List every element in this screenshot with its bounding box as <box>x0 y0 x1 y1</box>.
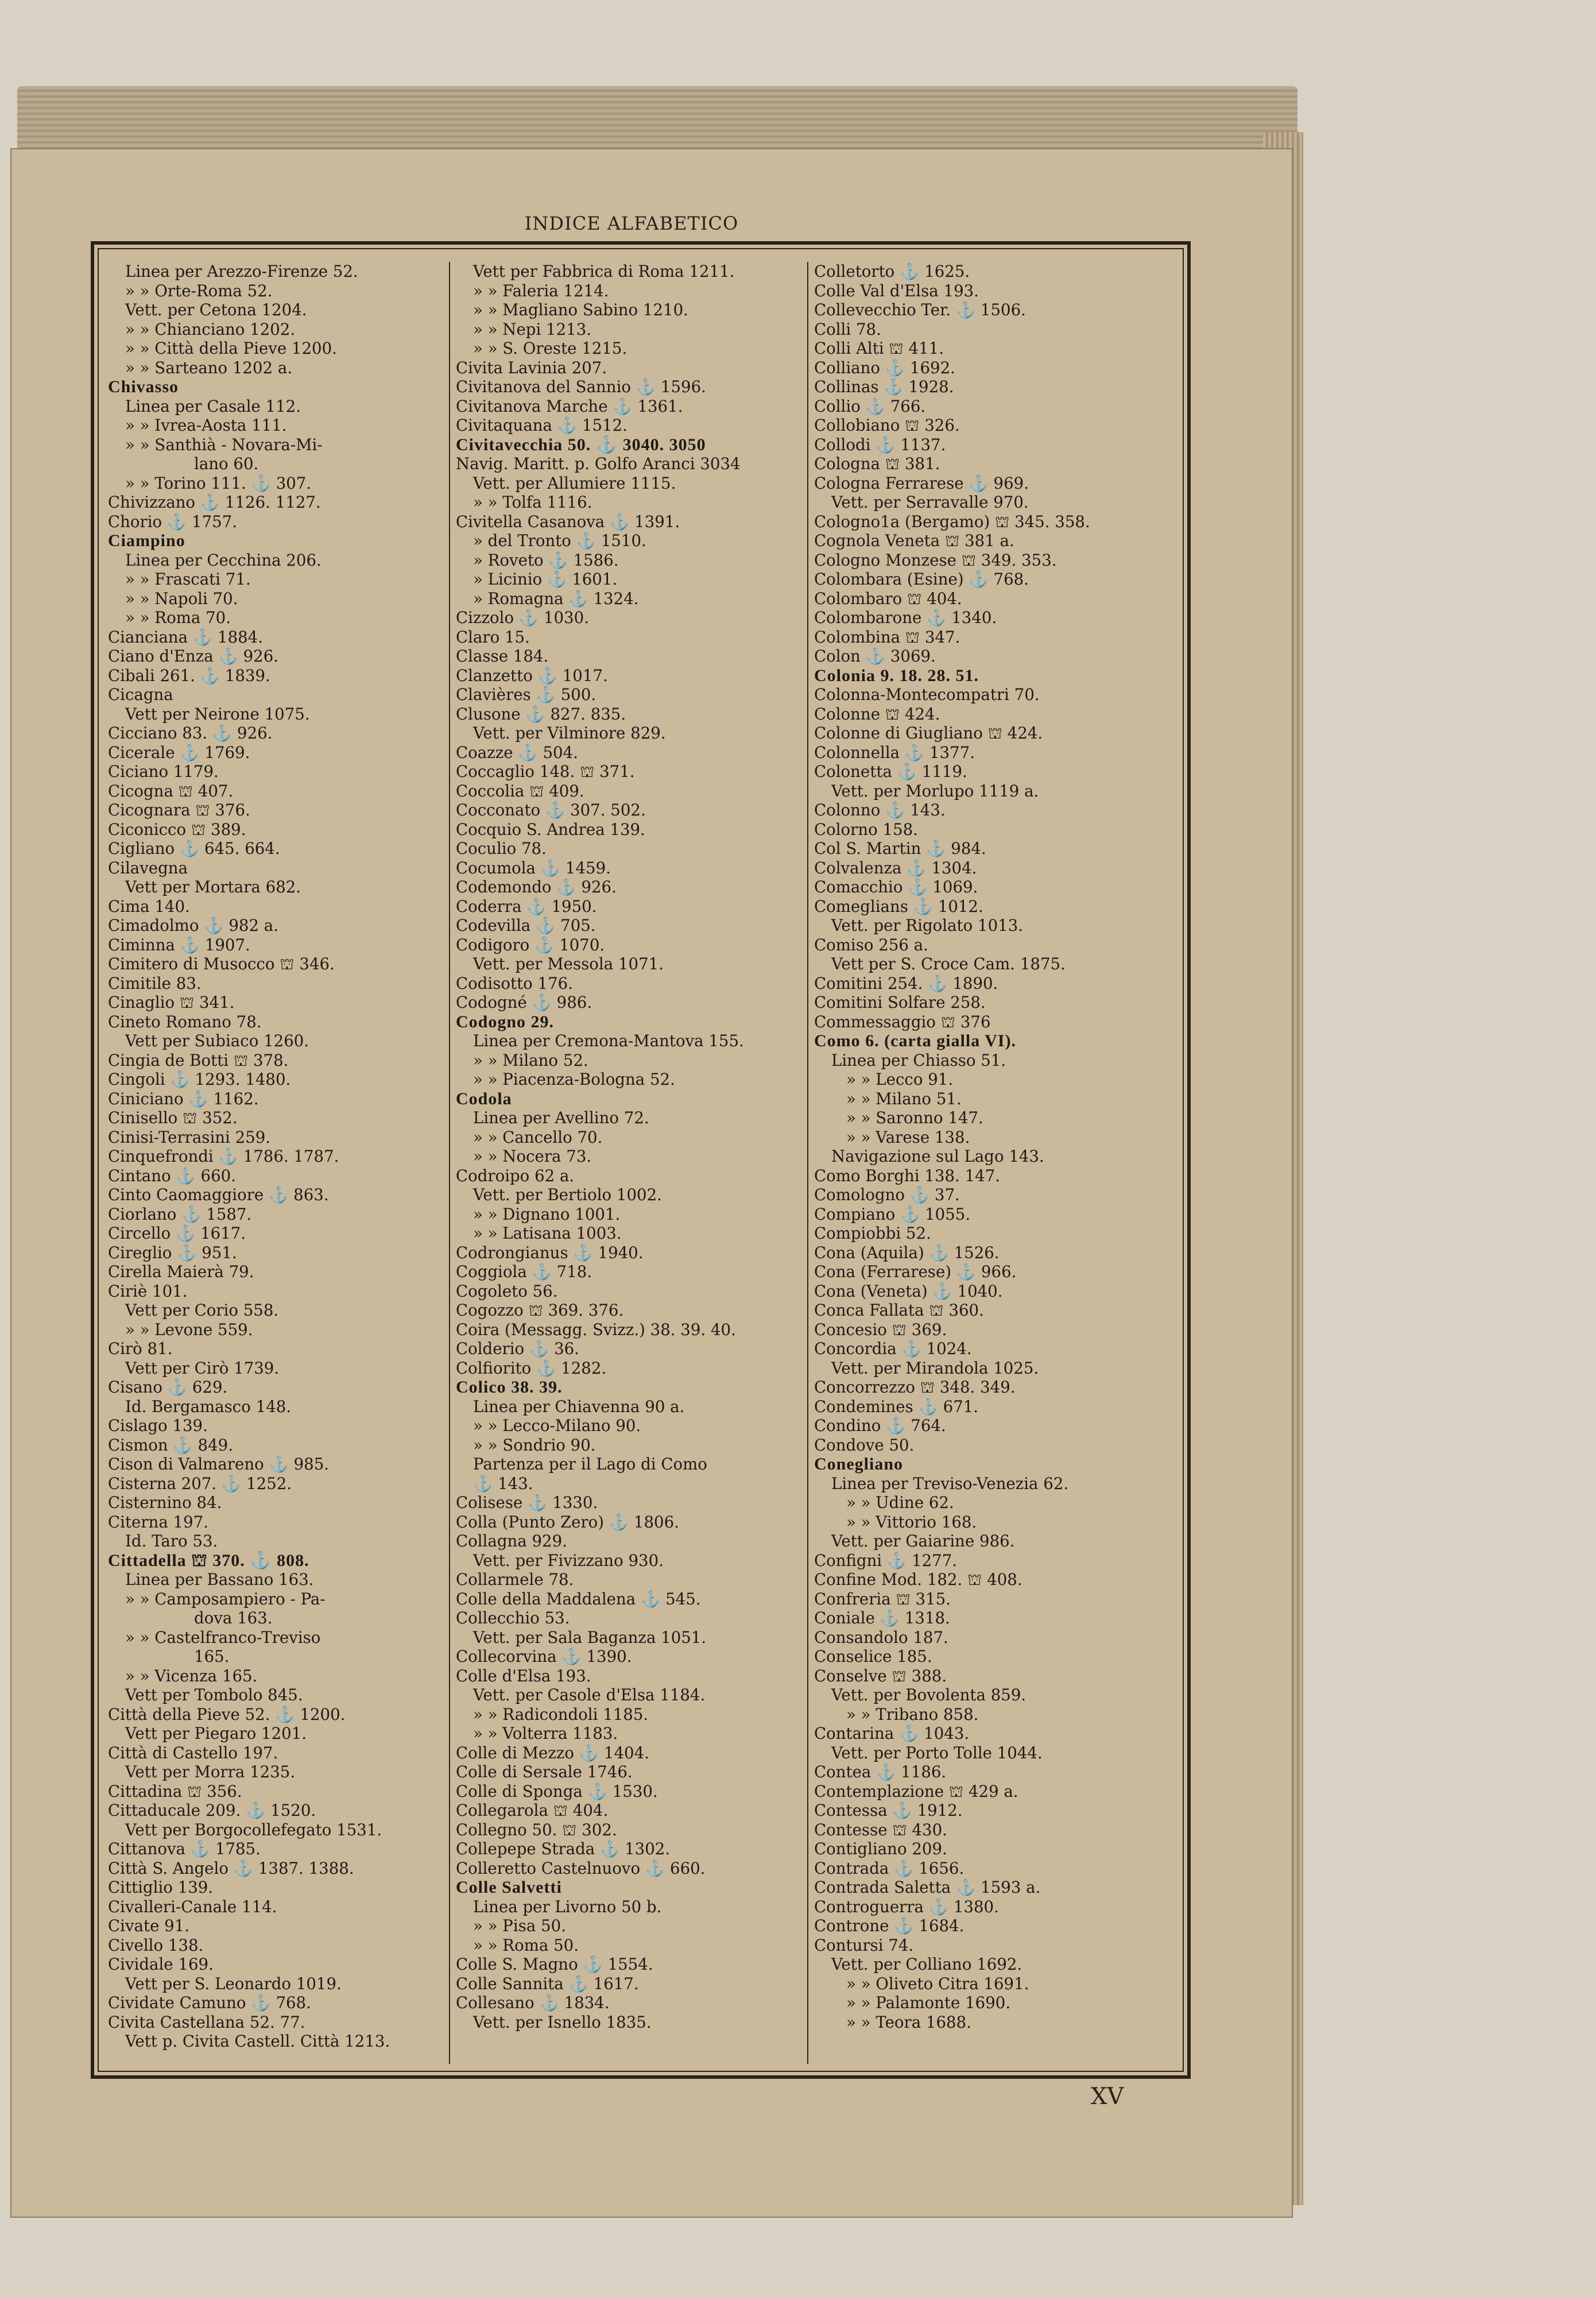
index-entry: Codrongianus ⚓ 1940. <box>456 1243 644 1262</box>
index-entry: Linea per Avellino 72. <box>473 1108 649 1127</box>
index-entry: » » Teora 1688. <box>846 2012 971 2032</box>
index-entry: Vett. per Gaiarine 986. <box>831 1532 1015 1550</box>
index-entry: » » Lecco 91. <box>846 1070 954 1089</box>
index-entry: Colon ⚓ 3069. <box>814 647 936 666</box>
index-entry: Comologno ⚓ 37. <box>814 1185 960 1204</box>
index-entry: Cimitile 83. <box>108 973 202 993</box>
index-entry: Linea per Cecchina 206. <box>125 550 321 570</box>
index-entry: Coira (Messagg. Svizz.) 38. 39. 40. <box>456 1320 736 1339</box>
index-entry: Civalleri-Canale 114. <box>108 1897 277 1916</box>
index-entry: Cibali 261. ⚓ 1839. <box>108 666 270 685</box>
index-entry: Configni ⚓ 1277. <box>814 1550 958 1570</box>
index-entry: Ciorlano ⚓ 1587. <box>108 1204 252 1224</box>
index-entry: Clanzetto ⚓ 1017. <box>456 666 608 685</box>
index-entry: Vett. per Mirandola 1025. <box>831 1358 1039 1378</box>
index-entry: Cittaducale 209. ⚓ 1520. <box>108 1801 316 1820</box>
index-entry: Colvalenza ⚓ 1304. <box>814 858 977 877</box>
index-entry: » » Nepi 1213. <box>473 319 592 339</box>
index-entry: Linea per Cremona-Mantova 155. <box>473 1031 744 1050</box>
index-entry: Cinisi-Terrasini 259. <box>108 1127 271 1147</box>
index-entry: » » Sarteano 1202 a. <box>125 358 293 377</box>
index-entry: Vett per Neirone 1075. <box>125 704 310 724</box>
index-entry: Vett per Cirò 1739. <box>125 1358 280 1378</box>
index-entry: Cirella Maierà 79. <box>108 1262 254 1281</box>
index-entry: Cologna ⛫ 381. <box>814 454 940 473</box>
index-entry: Contursi 74. <box>814 1935 914 1955</box>
index-entry: Cinaglio ⛫ 341. <box>108 993 235 1012</box>
index-entry: Città S. Angelo ⚓ 1387. 1388. <box>108 1858 354 1878</box>
index-entry: » Romagna ⚓ 1324. <box>473 589 639 608</box>
index-entry: Città di Castello 197. <box>108 1743 278 1762</box>
index-entry: Cintano ⚓ 660. <box>108 1166 236 1185</box>
index-entry: Ciconicco ⛫ 389. <box>108 819 246 839</box>
index-entry: Controne ⚓ 1684. <box>814 1916 964 1935</box>
index-entry: Colle d'Elsa 193. <box>456 1666 591 1685</box>
index-heading: Ciampino <box>108 531 185 550</box>
index-entry: Cittiglio 139. <box>108 1878 214 1897</box>
index-entry: » » Ivrea-Aosta 111. <box>125 416 287 435</box>
index-entry: Colonna-Montecompatri 70. <box>814 685 1040 704</box>
index-entry: » » Tolfa 1116. <box>473 493 592 512</box>
index-heading: Civitavecchia 50. ⚓ 3040. 3050 <box>456 435 706 454</box>
index-entry: Comacchio ⚓ 1069. <box>814 877 978 896</box>
index-entry: Clavières ⚓ 500. <box>456 685 596 704</box>
index-entry: Città della Pieve 52. ⚓ 1200. <box>108 1704 346 1724</box>
index-entry: Colombaro ⛫ 404. <box>814 589 962 608</box>
book-page <box>11 149 1292 2217</box>
index-entry: Codevilla ⚓ 705. <box>456 916 596 935</box>
index-entry: » » Volterra 1183. <box>473 1724 618 1743</box>
index-entry: Colonne di Giugliano ⛫ 424. <box>814 724 1043 743</box>
index-entry: » » Città della Pieve 1200. <box>125 339 337 358</box>
index-entry: Civate 91. <box>108 1916 190 1935</box>
index-entry: Collepepe Strada ⚓ 1302. <box>456 1839 671 1858</box>
index-entry: Civitaquana ⚓ 1512. <box>456 416 627 435</box>
index-entry: Collecchio 53. <box>456 1608 570 1627</box>
index-entry: Vett. per Isnello 1835. <box>473 2012 652 2032</box>
index-heading: Codola <box>456 1089 512 1108</box>
index-column-2 <box>456 262 800 2064</box>
index-entry: Collesano ⚓ 1834. <box>456 1993 610 2012</box>
index-entry: Linea per Casale 112. <box>125 396 301 416</box>
index-entry: Vett. per Serravalle 970. <box>831 493 1029 512</box>
index-entry: » » Roma 70. <box>125 608 231 627</box>
index-entry: Vett per Piegaro 1201. <box>125 1724 307 1743</box>
index-entry: Cocumola ⚓ 1459. <box>456 858 611 877</box>
index-entry: Colorno 158. <box>814 819 918 839</box>
index-heading: Colle Salvetti <box>456 1878 562 1897</box>
index-entry: » del Tronto ⚓ 1510. <box>473 531 646 550</box>
index-entry: Cona (Ferrarese) ⚓ 966. <box>814 1262 1017 1281</box>
index-entry: » » Torino 111. ⚓ 307. <box>125 473 312 493</box>
index-heading: Codogno 29. <box>456 1012 555 1031</box>
index-entry: Concordia ⚓ 1024. <box>814 1339 972 1358</box>
index-entry: Chorio ⚓ 1757. <box>108 512 238 531</box>
index-entry: Colonno ⚓ 143. <box>814 801 946 819</box>
index-entry: 165. <box>194 1647 230 1666</box>
index-entry: Colonetta ⚓ 1119. <box>814 762 967 781</box>
index-entry: Colli Alti ⛫ 411. <box>814 339 944 358</box>
index-entry: Collio ⚓ 766. <box>814 396 926 416</box>
index-entry: » » Radicondoli 1185. <box>473 1704 649 1724</box>
index-entry: Cineto Romano 78. <box>108 1012 262 1031</box>
index-entry: Linea per Livorno 50 b. <box>473 1897 662 1916</box>
index-entry: Linea per Chiavenna 90 a. <box>473 1397 685 1416</box>
index-entry: Cicogna ⛫ 407. <box>108 781 234 801</box>
index-entry: » » Tribano 858. <box>846 1704 979 1724</box>
index-entry: Cona (Aquila) ⚓ 1526. <box>814 1243 1000 1262</box>
index-entry: » » Piacenza-Bologna 52. <box>473 1070 675 1089</box>
index-entry: » » Vittorio 168. <box>846 1512 977 1532</box>
index-entry: Colleretto Castelnuovo ⚓ 660. <box>456 1858 706 1878</box>
index-entry: Vett. per Sala Baganza 1051. <box>473 1627 707 1647</box>
index-entry: » » Lecco-Milano 90. <box>473 1416 641 1435</box>
index-heading: Colico 38. 39. <box>456 1378 563 1397</box>
index-entry: » » Udine 62. <box>846 1493 954 1512</box>
index-entry: Contrada Saletta ⚓ 1593 a. <box>814 1878 1041 1897</box>
index-entry: Cividale 169. <box>108 1955 214 1974</box>
index-entry: Linea per Bassano 163. <box>125 1570 314 1589</box>
index-entry: Vett. per Casole d'Elsa 1184. <box>473 1685 706 1704</box>
index-entry: Cigliano ⚓ 645. 664. <box>108 839 280 858</box>
index-entry: » » Chianciano 1202. <box>125 319 296 339</box>
index-entry: Codroipo 62 a. <box>456 1166 575 1185</box>
index-entry: Col S. Martin ⚓ 984. <box>814 839 986 858</box>
index-entry: Cocconato ⚓ 307. 502. <box>456 801 646 819</box>
index-entry: Codemondo ⚓ 926. <box>456 877 617 896</box>
index-entry: Vett. per Cetona 1204. <box>125 300 307 319</box>
index-entry: Vett. per Messola 1071. <box>473 954 664 973</box>
index-entry: » Licinio ⚓ 1601. <box>473 570 618 589</box>
index-entry: Colle Val d'Elsa 193. <box>814 281 979 300</box>
column-divider <box>449 262 450 2064</box>
index-entry: Cison di Valmareno ⚓ 985. <box>108 1455 330 1474</box>
index-entry: Cittanova ⚓ 1785. <box>108 1839 261 1858</box>
index-entry: Coculio 78. <box>456 839 547 858</box>
index-entry: Coccolia ⛫ 409. <box>456 781 584 801</box>
index-entry: Cogoleto 56. <box>456 1281 558 1301</box>
index-entry: » » Frascati 71. <box>125 570 251 589</box>
index-entry: Vett per Tombolo 845. <box>125 1685 303 1704</box>
index-entry: Consandolo 187. <box>814 1627 948 1647</box>
index-entry: Contea ⚓ 1186. <box>814 1762 947 1781</box>
index-entry: Vett per Mortara 682. <box>125 877 301 896</box>
index-entry: Controguerra ⚓ 1380. <box>814 1897 999 1916</box>
index-entry: Cicagna <box>108 685 173 704</box>
index-entry: Collobiano ⛫ 326. <box>814 416 960 435</box>
index-entry: Comiso 256 a. <box>814 935 928 954</box>
index-entry: Claro 15. <box>456 627 530 647</box>
index-entry: Cicciano 83. ⚓ 926. <box>108 724 273 743</box>
index-entry: Contemplazione ⛫ 429 a. <box>814 1781 1018 1801</box>
index-entry: Civitanova Marche ⚓ 1361. <box>456 396 683 416</box>
index-entry: Cologna Ferrarese ⚓ 969. <box>814 473 1029 493</box>
index-entry: » » Cancello 70. <box>473 1127 603 1147</box>
index-entry: Comitini 254. ⚓ 1890. <box>814 973 998 993</box>
index-entry: » » Milano 52. <box>473 1050 588 1070</box>
index-entry: Colle di Mezzo ⚓ 1404. <box>456 1743 649 1762</box>
index-entry: Coniale ⚓ 1318. <box>814 1608 950 1627</box>
index-entry: Cimadolmo ⚓ 982 a. <box>108 916 278 935</box>
running-head: INDICE ALFABETICO <box>524 212 739 234</box>
index-entry: Cilavegna <box>108 858 188 877</box>
index-entry: Coggiola ⚓ 718. <box>456 1262 592 1281</box>
index-entry: Vett. per Rigolato 1013. <box>831 916 1024 935</box>
index-entry: Vett per Borgocollefegato 1531. <box>125 1820 382 1839</box>
index-entry: » » Dignano 1001. <box>473 1204 621 1224</box>
index-entry: dova 163. <box>194 1608 273 1627</box>
index-entry: » » Pisa 50. <box>473 1916 566 1935</box>
index-entry: Colle di Sponga ⚓ 1530. <box>456 1781 658 1801</box>
index-entry: Colombara (Esine) ⚓ 768. <box>814 570 1029 589</box>
index-entry: » » Roma 50. <box>473 1935 579 1955</box>
index-entry: » » S. Oreste 1215. <box>473 339 627 358</box>
index-entry: Colle Sannita ⚓ 1617. <box>456 1974 639 1993</box>
index-entry: Ciano d'Enza ⚓ 926. <box>108 647 279 666</box>
index-entry: Circello ⚓ 1617. <box>108 1224 246 1243</box>
index-entry: Vett per Subiaco 1260. <box>125 1031 309 1050</box>
index-entry: Navig. Maritt. p. Golfo Aranci 3034 <box>456 454 741 473</box>
index-entry: Colli 78. <box>814 319 881 339</box>
index-entry: » » Magliano Sabino 1210. <box>473 300 688 319</box>
index-entry: Citerna 197. <box>108 1512 208 1532</box>
index-entry: Colle S. Magno ⚓ 1554. <box>456 1955 653 1974</box>
index-entry: Collevecchio Ter. ⚓ 1506. <box>814 300 1026 319</box>
index-entry: Codisotto 176. <box>456 973 573 993</box>
index-entry: Colla (Punto Zero) ⚓ 1806. <box>456 1512 679 1532</box>
index-entry: » » Latisana 1003. <box>473 1224 622 1243</box>
index-entry: Comeglians ⚓ 1012. <box>814 896 983 916</box>
index-entry: Cona (Veneta) ⚓ 1040. <box>814 1281 1003 1301</box>
index-entry: Coccaglio 148. ⛫ 371. <box>456 762 635 781</box>
index-entry: Condove 50. <box>814 1435 915 1455</box>
index-entry: Collecorvina ⚓ 1390. <box>456 1647 632 1666</box>
index-entry: Colonne ⛫ 424. <box>814 704 940 724</box>
index-entry: Confreria ⛫ 315. <box>814 1589 951 1608</box>
index-column-3 <box>814 262 1176 2064</box>
index-entry: Collarmele 78. <box>456 1570 574 1589</box>
index-entry: Contarina ⚓ 1043. <box>814 1724 970 1743</box>
index-entry: » » Saronno 147. <box>846 1108 983 1127</box>
index-entry: Vett. per Colliano 1692. <box>831 1955 1022 1974</box>
index-column-1 <box>108 262 442 2064</box>
index-entry: Chivizzano ⚓ 1126. 1127. <box>108 493 321 512</box>
index-entry: Cimitero di Musocco ⛫ 346. <box>108 954 335 973</box>
index-entry: Cologno1a (Bergamo) ⛫ 345. 358. <box>814 512 1090 531</box>
index-entry: Civita Lavinia 207. <box>456 358 607 377</box>
index-entry: Cireglio ⚓ 951. <box>108 1243 237 1262</box>
index-entry: Conca Fallata ⛫ 360. <box>814 1301 984 1320</box>
index-entry: Cicerale ⚓ 1769. <box>108 743 250 762</box>
index-entry: Vett p. Civita Castell. Città 1213. <box>125 2032 390 2051</box>
index-entry: Ciniciano ⚓ 1162. <box>108 1089 259 1108</box>
index-entry: Cinquefrondi ⚓ 1786. 1787. <box>108 1147 339 1166</box>
index-entry: Codigoro ⚓ 1070. <box>456 935 605 954</box>
index-heading: Colonia 9. 18. 28. 51. <box>814 666 979 685</box>
index-entry: Condino ⚓ 764. <box>814 1416 946 1435</box>
index-entry: Vett. per Fivizzano 930. <box>473 1550 664 1570</box>
index-entry: » » Orte-Roma 52. <box>125 281 273 300</box>
index-entry: Colonnella ⚓ 1377. <box>814 743 975 762</box>
index-entry: Cislago 139. <box>108 1416 208 1435</box>
index-entry: » » Santhià - Novara-Mi- <box>125 435 323 454</box>
index-entry: » » Varese 138. <box>846 1127 970 1147</box>
index-entry: Clusone ⚓ 827. 835. <box>456 704 626 724</box>
index-entry: Ciciano 1179. <box>108 762 219 781</box>
index-entry: Colisese ⚓ 1330. <box>456 1493 598 1512</box>
index-entry: » » Faleria 1214. <box>473 281 609 300</box>
index-entry: » » Camposampiero - Pa- <box>125 1589 326 1608</box>
index-entry: Cisterna 207. ⚓ 1252. <box>108 1474 292 1493</box>
index-entry: Linea per Treviso-Venezia 62. <box>831 1474 1069 1493</box>
index-entry: Cocquio S. Andrea 139. <box>456 819 645 839</box>
index-entry: Classe 184. <box>456 647 549 666</box>
index-entry: Confine Mod. 182. ⛫ 408. <box>814 1570 1022 1589</box>
index-entry: Cisano ⚓ 629. <box>108 1378 228 1397</box>
index-entry: Cicognara ⛫ 376. <box>108 801 250 819</box>
index-entry: Collinas ⚓ 1928. <box>814 377 954 396</box>
index-entry: Vett. per Bovolenta 859. <box>831 1685 1026 1704</box>
index-entry: Id. Taro 53. <box>125 1532 218 1550</box>
column-divider <box>807 262 808 2064</box>
index-entry: Cizzolo ⚓ 1030. <box>456 608 589 627</box>
index-entry: Cittadina ⛫ 356. <box>108 1781 242 1801</box>
index-entry: Colombina ⛫ 347. <box>814 627 960 647</box>
index-entry: Cinisello ⛫ 352. <box>108 1108 238 1127</box>
index-heading: Como 6. (carta gialla VI). <box>814 1031 1017 1050</box>
index-entry: Vett per Morra 1235. <box>125 1762 296 1781</box>
index-entry: » » Palamonte 1690. <box>846 1993 1011 2012</box>
index-entry: ⚓ 143. <box>473 1474 533 1493</box>
index-frame <box>91 241 1191 2079</box>
index-entry: Linea per Arezzo-Firenze 52. <box>125 262 358 281</box>
index-entry: Commessaggio ⛫ 376 <box>814 1012 991 1031</box>
index-entry: Cologno Monzese ⛫ 349. 353. <box>814 550 1057 570</box>
index-entry: » » Sondrio 90. <box>473 1435 596 1455</box>
index-entry: Compiano ⚓ 1055. <box>814 1204 971 1224</box>
index-entry: Collegarola ⛫ 404. <box>456 1801 609 1820</box>
index-entry: Coazze ⚓ 504. <box>456 743 578 762</box>
index-entry: » » Oliveto Citra 1691. <box>846 1974 1029 1993</box>
index-entry: Colfiorito ⚓ 1282. <box>456 1358 607 1378</box>
index-heading: Cittadella ⛫ 370. ⚓ 808. <box>108 1550 309 1570</box>
index-entry: Conselve ⛫ 388. <box>814 1666 947 1685</box>
index-entry: Ciriè 101. <box>108 1281 188 1301</box>
index-entry: Cinto Caomaggiore ⚓ 863. <box>108 1185 329 1204</box>
index-entry: Ciminna ⚓ 1907. <box>108 935 250 954</box>
index-entry: lano 60. <box>194 454 259 473</box>
index-entry: » » Milano 51. <box>846 1089 962 1108</box>
index-entry: Como Borghi 138. 147. <box>814 1166 1001 1185</box>
index-entry: Vett. per Allumiere 1115. <box>473 473 676 493</box>
index-entry: Civita Castellana 52. 77. <box>108 2012 305 2032</box>
index-entry: Partenza per il Lago di Como <box>473 1455 707 1474</box>
index-entry: Vett per Corio 558. <box>125 1301 279 1320</box>
index-entry: Concesio ⛫ 369. <box>814 1320 947 1339</box>
index-entry: Collodi ⚓ 1137. <box>814 435 946 454</box>
index-entry: Cognola Veneta ⛫ 381 a. <box>814 531 1014 550</box>
index-entry: Cima 140. <box>108 896 190 916</box>
index-entry: Condemines ⚓ 671. <box>814 1397 979 1416</box>
index-entry: Cisternino 84. <box>108 1493 222 1512</box>
index-entry: Colderio ⚓ 36. <box>456 1339 579 1358</box>
index-entry: Collagna 929. <box>456 1532 567 1550</box>
index-entry: Cogozzo ⛫ 369. 376. <box>456 1301 624 1320</box>
index-entry: Linea per Chiasso 51. <box>831 1050 1006 1070</box>
index-entry: Cirò 81. <box>108 1339 173 1358</box>
index-entry: Colombarone ⚓ 1340. <box>814 608 997 627</box>
index-entry: Conselice 185. <box>814 1647 932 1666</box>
page-number: XV <box>1091 2083 1124 2110</box>
index-entry: Colle di Sersale 1746. <box>456 1762 633 1781</box>
index-entry: » » Napoli 70. <box>125 589 238 608</box>
index-entry: Colletorto ⚓ 1625. <box>814 262 970 281</box>
index-entry: Compiobbi 52. <box>814 1224 931 1243</box>
index-entry: Collegno 50. ⛫ 302. <box>456 1820 617 1839</box>
index-entry: Vett per S. Croce Cam. 1875. <box>831 954 1066 973</box>
index-entry: Vett. per Bertiolo 1002. <box>473 1185 662 1204</box>
index-entry: » » Castelfranco-Treviso <box>125 1627 321 1647</box>
index-entry: Cianciana ⚓ 1884. <box>108 627 264 647</box>
index-entry: Civitella Casanova ⚓ 1391. <box>456 512 680 531</box>
index-entry: Contessa ⚓ 1912. <box>814 1801 963 1820</box>
index-entry: » » Vicenza 165. <box>125 1666 258 1685</box>
index-heading: Conegliano <box>814 1455 904 1474</box>
index-entry: Vett. per Porto Tolle 1044. <box>831 1743 1043 1762</box>
index-entry: Navigazione sul Lago 143. <box>831 1147 1044 1166</box>
index-entry: Cingia de Botti ⛫ 378. <box>108 1050 289 1070</box>
index-entry: Cismon ⚓ 849. <box>108 1435 233 1455</box>
index-entry: Concorrezzo ⛫ 348. 349. <box>814 1378 1016 1397</box>
index-heading: Chivasso <box>108 377 179 396</box>
index-entry: Id. Bergamasco 148. <box>125 1397 292 1416</box>
index-entry: Vett per S. Leonardo 1019. <box>125 1974 342 1993</box>
index-entry: Colliano ⚓ 1692. <box>814 358 955 377</box>
index-entry: Coderra ⚓ 1950. <box>456 896 597 916</box>
index-entry: » Roveto ⚓ 1586. <box>473 550 619 570</box>
index-entry: Civitanova del Sannio ⚓ 1596. <box>456 377 706 396</box>
index-entry: Codogné ⚓ 986. <box>456 993 592 1012</box>
index-entry: Comitini Solfare 258. <box>814 993 986 1012</box>
index-entry: » » Nocera 73. <box>473 1147 592 1166</box>
index-entry: Contigliano 209. <box>814 1839 947 1858</box>
index-entry: Vett per Fabbrica di Roma 1211. <box>473 262 735 281</box>
index-entry: Vett. per Vilminore 829. <box>473 724 666 743</box>
index-entry: Contrada ⚓ 1656. <box>814 1858 964 1878</box>
index-entry: Colle della Maddalena ⚓ 545. <box>456 1589 701 1608</box>
index-entry: Vett. per Morlupo 1119 a. <box>831 781 1039 801</box>
index-entry: Cingoli ⚓ 1293. 1480. <box>108 1070 291 1089</box>
index-entry: Contesse ⛫ 430. <box>814 1820 947 1839</box>
index-entry: » » Levone 559. <box>125 1320 253 1339</box>
index-entry: Civello 138. <box>108 1935 204 1955</box>
index-entry: Cividate Camuno ⚓ 768. <box>108 1993 311 2012</box>
